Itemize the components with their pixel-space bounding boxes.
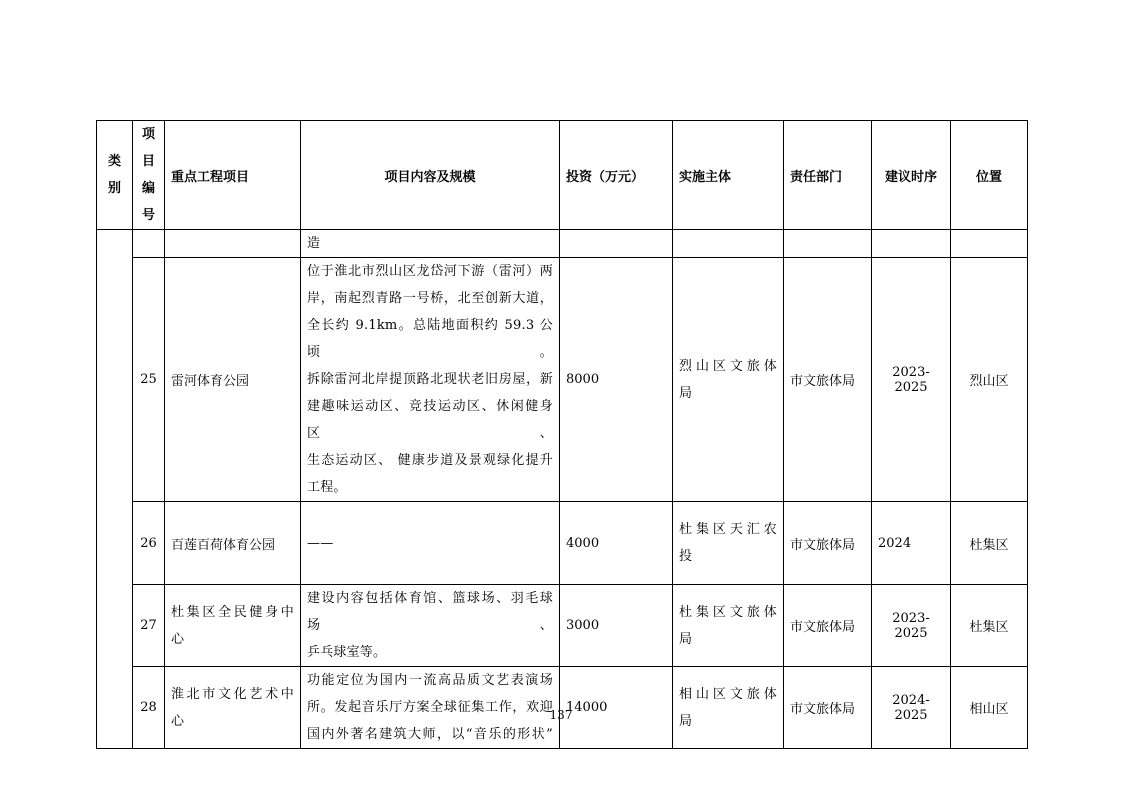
cell-location: 杜集区	[951, 502, 1028, 585]
cell-project: 淮北市文化艺术中 心	[165, 667, 301, 749]
cell-project	[165, 230, 301, 258]
cell-location	[951, 230, 1028, 258]
header-implementer: 实施主体	[673, 121, 784, 230]
cell-project: 雷河体育公园	[165, 258, 301, 502]
cell-no: 25	[133, 258, 165, 502]
cell-investment	[560, 230, 673, 258]
header-investment: 投资（万元）	[560, 121, 673, 230]
cell-location: 杜集区	[951, 585, 1028, 667]
cell-content: 建设内容包括体育馆、篮球场、羽毛球场、 乒乓球室等。	[301, 585, 560, 667]
cell-location: 烈山区	[951, 258, 1028, 502]
cell-project: 百莲百荷体育公园	[165, 502, 301, 585]
cell-department: 市文旅体局	[784, 585, 872, 667]
cell-content: 造	[301, 230, 560, 258]
header-content-scale: 项目内容及规模	[301, 121, 560, 230]
cell-no: 27	[133, 585, 165, 667]
cell-no	[133, 230, 165, 258]
cell-investment: 8000	[560, 258, 673, 502]
header-row	[97, 121, 1028, 230]
table-row	[97, 258, 1028, 502]
cell-content: ——	[301, 502, 560, 585]
cell-department	[784, 230, 872, 258]
header-project-no: 项 目 编 号	[133, 121, 165, 230]
cell-implementer: 杜集区天汇农 投	[673, 502, 784, 585]
cell-location: 相山区	[951, 667, 1028, 749]
project-table	[96, 120, 1028, 749]
header-timeline: 建议时序	[872, 121, 951, 230]
cell-timeline	[872, 230, 951, 258]
header-department: 责任部门	[784, 121, 872, 230]
header-category: 类 别	[97, 121, 133, 230]
cell-content: 功能定位为国内一流高品质文艺表演场 所。发起音乐厅方案全球征集工作，欢迎 国内外著名建筑大师，以“音乐的形状”	[301, 667, 560, 749]
cell-department: 市文旅体局	[784, 258, 872, 502]
cell-investment: 14000	[560, 667, 673, 749]
cell-implementer	[673, 230, 784, 258]
table-row	[97, 585, 1028, 667]
cell-implementer: 烈山区文旅体 局	[673, 258, 784, 502]
cell-implementer: 杜集区文旅体 局	[673, 585, 784, 667]
header-location: 位置	[951, 121, 1028, 230]
cell-investment: 4000	[560, 502, 673, 585]
cell-investment: 3000	[560, 585, 673, 667]
cell-project: 杜集区全民健身中 心	[165, 585, 301, 667]
cell-implementer: 相山区文旅体 局	[673, 667, 784, 749]
header-key-project: 重点工程项目	[165, 121, 301, 230]
cell-timeline: 2023-2025	[872, 585, 951, 667]
cell-no: 28	[133, 667, 165, 749]
table-row	[97, 230, 1028, 258]
cell-timeline: 2024-2025	[872, 667, 951, 749]
cell-department: 市文旅体局	[784, 667, 872, 749]
cell-no: 26	[133, 502, 165, 585]
cell-timeline: 2024	[872, 502, 951, 585]
cell-department: 市文旅体局	[784, 502, 872, 585]
page-number: 137	[549, 708, 573, 722]
cell-content: 位于淮北市烈山区龙岱河下游（雷河）两 岸，南起烈青路一号桥，北至创新大道， 全长约 9.1km。总陆地面积约 59.3 公顷。 拆除雷河北岸提顶路北现状老旧房屋，新 建趣味运动区、竞技运动区、休闲健身区、 生态运动区、 健康步道及景观绿化提升 工程。	[301, 258, 560, 502]
category-cell	[97, 230, 133, 749]
table-row	[97, 502, 1028, 585]
cell-timeline: 2023-2025	[872, 258, 951, 502]
